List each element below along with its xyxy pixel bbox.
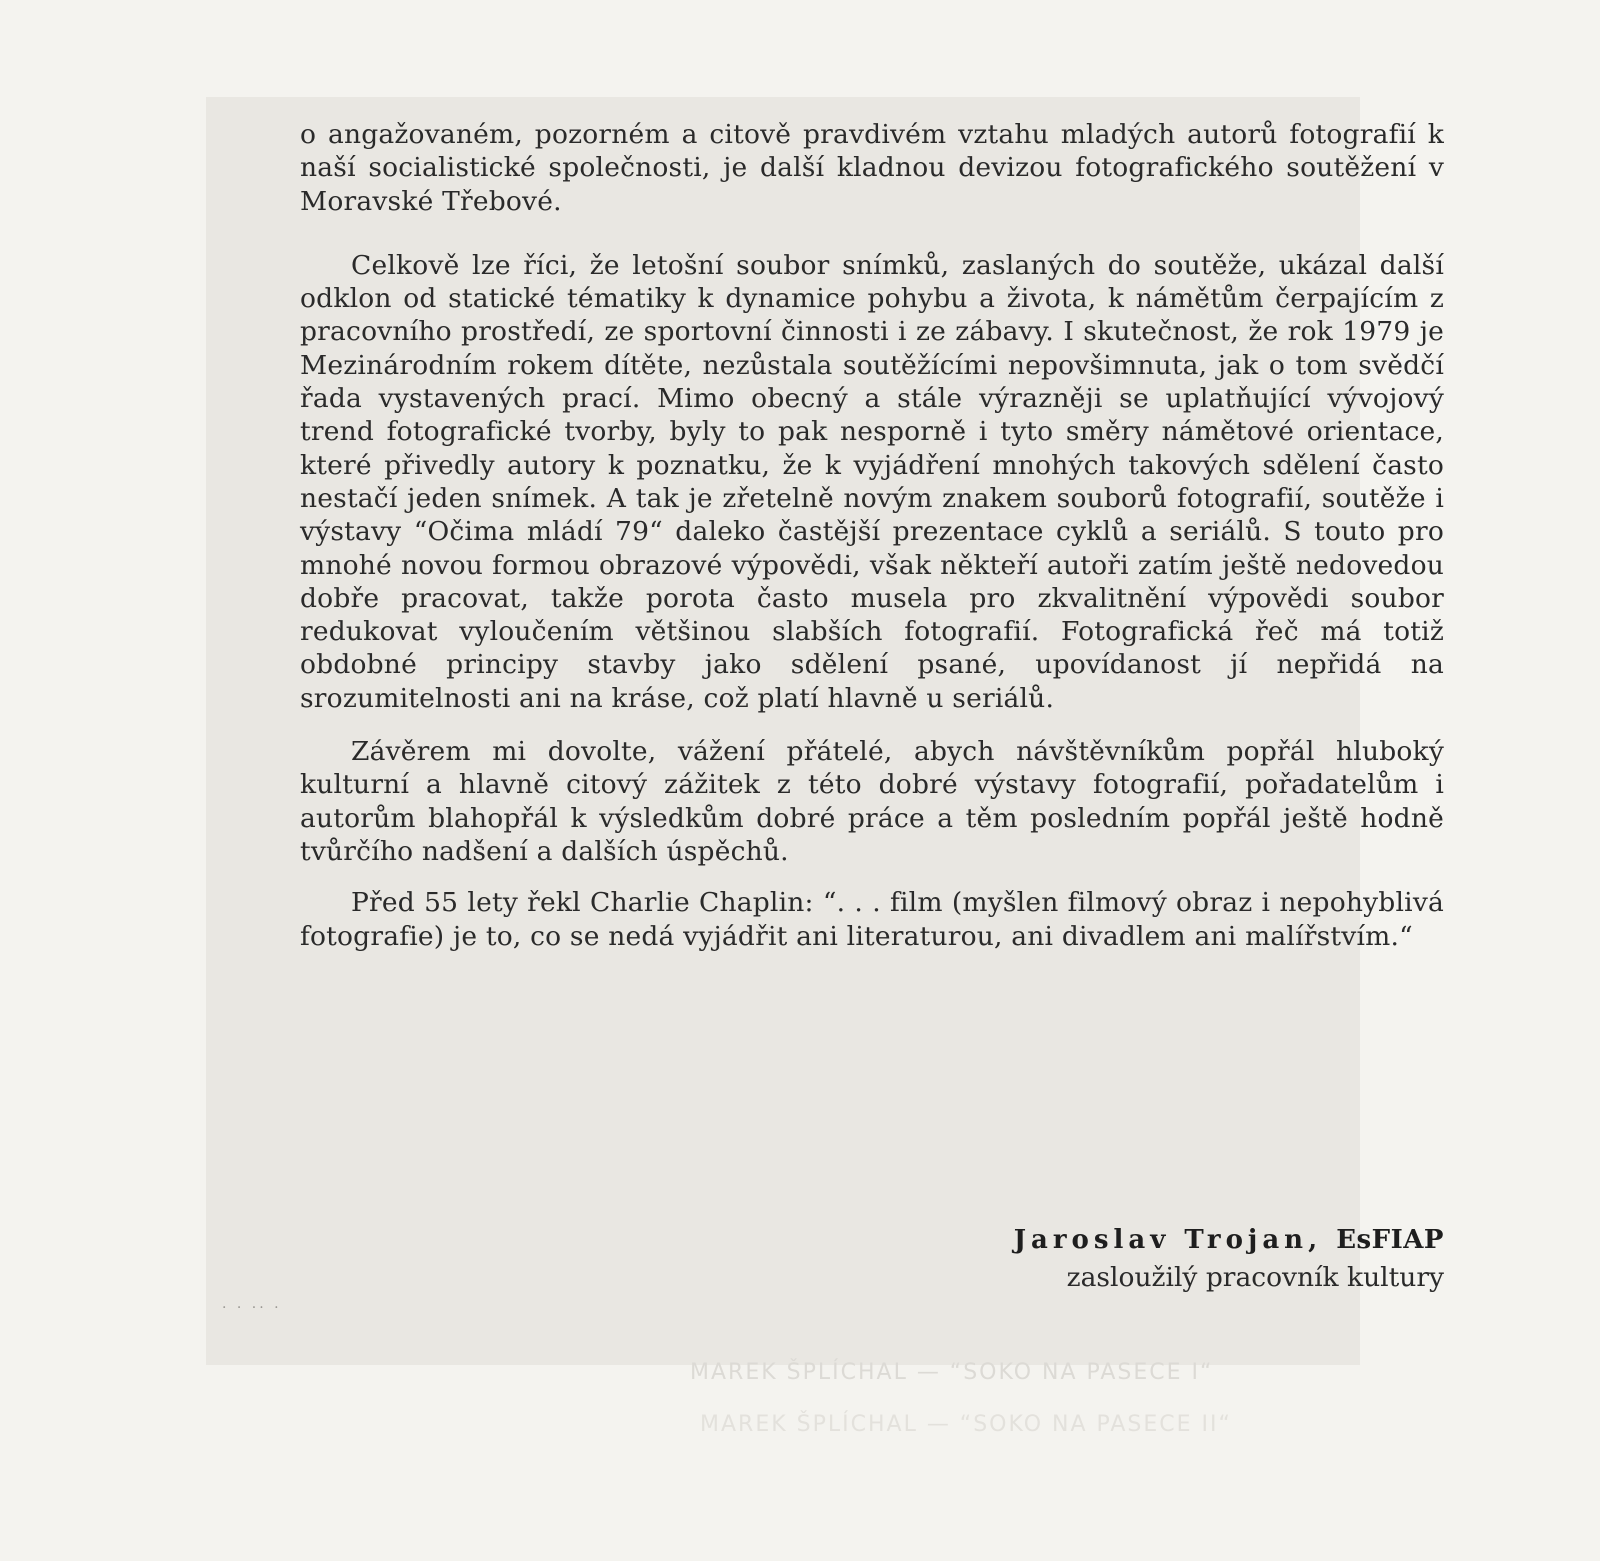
author-name: Jaroslav Trojan, bbox=[1013, 1225, 1323, 1255]
author-name-line bbox=[1014, 1222, 1444, 1258]
paragraph-1: o angažovaném, pozorném a citově pravdivém vztahu mladých autorů fotografií k naší socialistické společnosti, je další kladnou devizou fotografického soutěžení v Moravské Třebové. bbox=[300, 119, 1444, 217]
author-distinction: EsFIAP bbox=[1336, 1225, 1444, 1255]
paragraph-2: Celkově lze říci, že letošní soubor snímků, zaslaných do soutěže, ukázal další odklon od statické tématiky k dynamice pohybu a života, k námětům čerpajícím z pracovního prostředí, ze sportovní činnosti i ze zábavy. I skutečnost, že rok 1979 je Mezinárodním rokem dítěte, nezůstala soutěžícími nepovšimnuta, jak o tom svědčí řada vystavených prací. Mimo obecný a stále výrazněji se uplatňující vývojový trend fotografické tvorby, byly to pak nesporně i tyto směry námětové orientace, které přivedly autory k poznatku, že k vyjádření mnohých takových sdělení často nestačí jeden snímek. A tak je zřetelně novým znakem souborů fotografií, soutěže i výstavy “Očima mládí 79“ daleko častější prezentace cyklů a seriálů. S touto pro mnohé novou formou obrazové výpovědi, však někteří autoři zatím ještě nedovedou dobře pracovat, takže porota často musela pro zkvalitnění výpovědi soubor redukovat vyloučením většinou slabších fotografií. Fotografická řeč má totiž obdobné principy stavby jako sdělení psané, upovídanost jí nepřidá na srozumitelnosti ani na kráse, což platí hlavně u seriálů. bbox=[300, 249, 1444, 714]
speck-marks: · · ·· · bbox=[222, 1300, 282, 1316]
paragraph-4: Před 55 lety řekl Charlie Chaplin: “. . . film (myšlen filmový obraz i nepohyblivá fotografie) je to, co se nedá vyjádřit ani literaturou, ani divadlem ani malířstvím.“ bbox=[300, 887, 1444, 952]
author-title: zasloužilý pracovník kultury bbox=[1066, 1262, 1444, 1293]
body-text bbox=[300, 118, 1444, 953]
paragraph-3: Závěrem mi dovolte, vážení přátelé, abych návštěvníkům popřál hluboký kulturní a hlavně citový zážitek z této dobré výstavy fotografií, pořadatelům i autorům blahopřál k výsledkům dobré práce a těm posledním popřál ještě hodně tvůrčího nadšení a dalších úspěchů. bbox=[300, 736, 1444, 867]
show-through-caption-2: MAREK ŠPLÍCHAL — “SOKO NA PASECE II“ bbox=[700, 1412, 1232, 1437]
signature-block bbox=[1014, 1222, 1444, 1296]
show-through-caption-1: MAREK ŠPLÍCHAL — “SOKO NA PASECE I“ bbox=[690, 1360, 1214, 1385]
